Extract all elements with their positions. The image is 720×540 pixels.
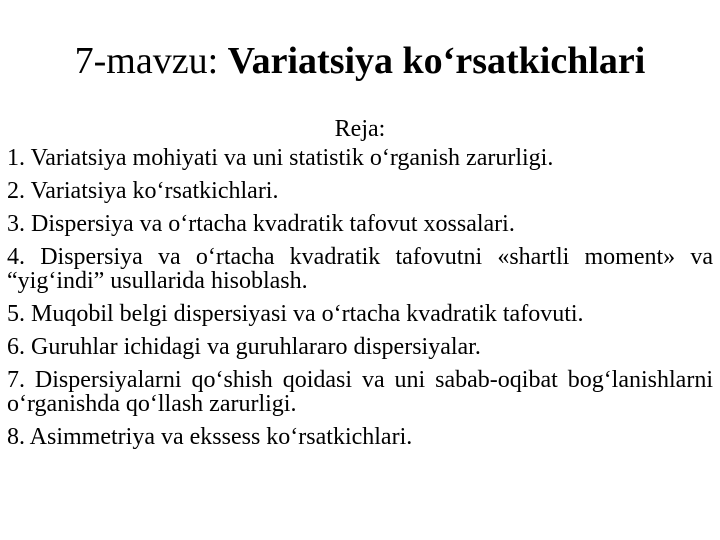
list-item: 5. Muqobil belgi dispersiyasi va o‘rtacha kvadratik tafovuti.	[7, 301, 584, 327]
slide-title	[0, 36, 720, 86]
list-item: 4. Dispersiya va o‘rtacha kvadratik tafovutni «shartli moment» va “yig‘indi” usullarida hisoblash.	[7, 244, 713, 294]
list-item: 8. Asimmetriya va ekssess ko‘rsatkichlari.	[7, 424, 413, 450]
title-main: Variatsiya ko‘rsatkichlari	[227, 40, 646, 82]
list-item: 7. Dispersiyalarni qo‘shish qoidasi va uni sabab-oqibat bog‘lanishlarni o‘rganishda qo‘llash zarurligi.	[7, 367, 713, 417]
plan-list	[7, 146, 713, 458]
list-item: 3. Dispersiya va o‘rtacha kvadratik tafovut xossalari.	[7, 211, 515, 237]
list-item: 6. Guruhlar ichidagi va guruhlararo dispersiyalar.	[7, 334, 481, 360]
title-prefix: 7-mavzu:	[74, 40, 228, 82]
list-item: 2. Variatsiya ko‘rsatkichlari.	[7, 178, 279, 204]
plan-heading: Reja:	[334, 116, 386, 142]
list-item: 1. Variatsiya mohiyati va uni statistik o‘rganish zarurligi.	[7, 145, 554, 171]
